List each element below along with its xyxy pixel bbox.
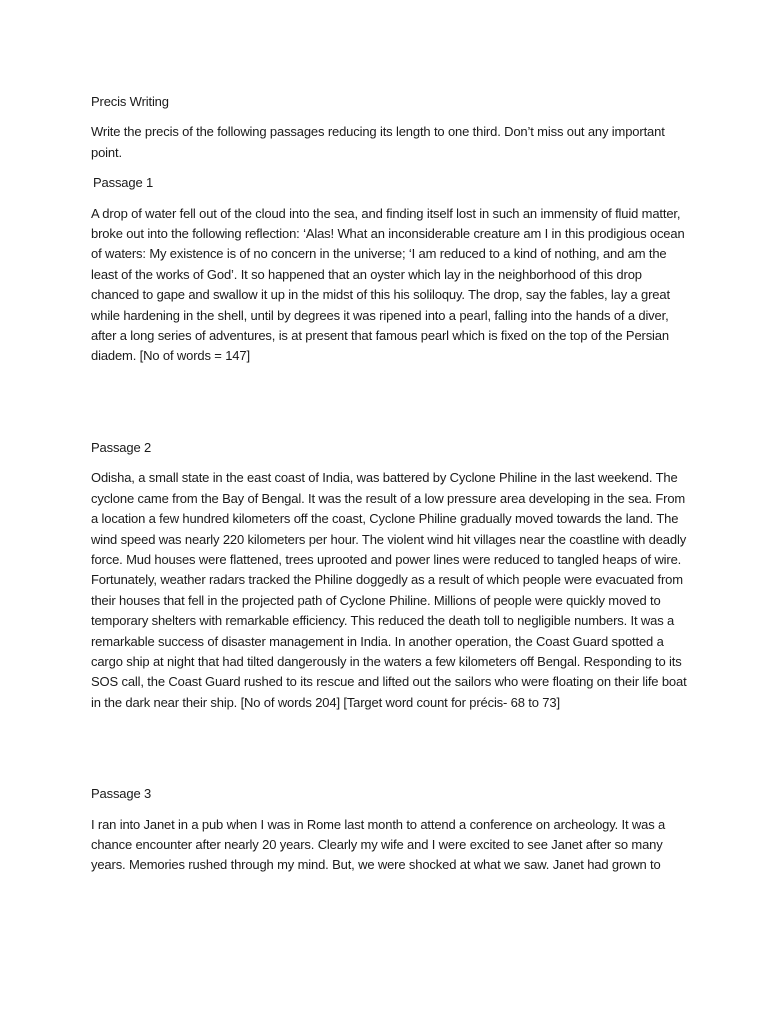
passage-3-body: I ran into Janet in a pub when I was in Rome last month to attend a conference on archeology. It was a chance encounter after nearly 20 years. Clearly my wife and I were excited to see Janet after so many years. Memories rushed through my mind. But, we were shocked at what we saw. Janet had grown to: [91, 816, 666, 873]
passage-1-body: A drop of water fell out of the cloud into the sea, and finding itself lost in such an immensity of fluid matter, broke out into the following reflection: ‘Alas! What an inconsiderable creature am I in this prodigious ocean of waters: My existence is of no concern in the universe; ‘I am reduced to a kind of nothing, and am the least of the works of God’. It so happened that an oyster which lay in the neighborhood of this drop chanced to gape and swallow it up in the midst of this his soliloquy. The drop, say the fables, lay a great while hardening in the shell, until by degrees it was ripened into a pearl, falling into the hands of a diver, after a long series of adventures, is at present that famous pearl which is fixed on the top of the Persian diadem. [No of words = 147]: [91, 205, 685, 364]
passage-2-heading: Passage 2: [91, 439, 152, 455]
passage-1-heading: Passage 1: [93, 175, 154, 191]
document-page: [91, 88, 691, 876]
passage-2-body: Odisha, a small state in the east coast of India, was battered by Cyclone Philine in the last weekend. The cyclone came from the Bay of Bengal. It was the result of a low pressure area developing in the sea. From a location a few hundred kilometers off the coast, Cyclone Philine gradually moved towards the land. The wind speed was nearly 220 kilometers per hour. The violent wind hit villages near the coastline with deadly force. Mud houses were flattened, trees uprooted and power lines were reduced to tangled heaps of wire. Fortunately, weather radars tracked the Philine doggedly as a result of which people were evacuated from their houses that fell in the projected path of Cyclone Philine. Millions of people were quickly moved to temporary shelters with remarkable efficiency. This reduced the death toll to negligible numbers. It was a remarkable success of disaster management in India. In another operation, the Coast Guard spotted a cargo ship at night that had tilted dangerously in the waters a few kilometers off Bengal. Responding to its SOS call, the Coast Guard rushed to its rescue and lifted out the sailors who were floating on their life boat in the dark near their ship. [No of words 204] [Target word count for précis- 68 to 73]: [91, 470, 687, 710]
passage-3-heading: Passage 3: [91, 786, 152, 802]
document-title: Precis Writing: [91, 94, 169, 109]
instruction-text: Write the precis of the following passages reducing its length to one third. Don’t miss out any important point.: [91, 124, 665, 160]
